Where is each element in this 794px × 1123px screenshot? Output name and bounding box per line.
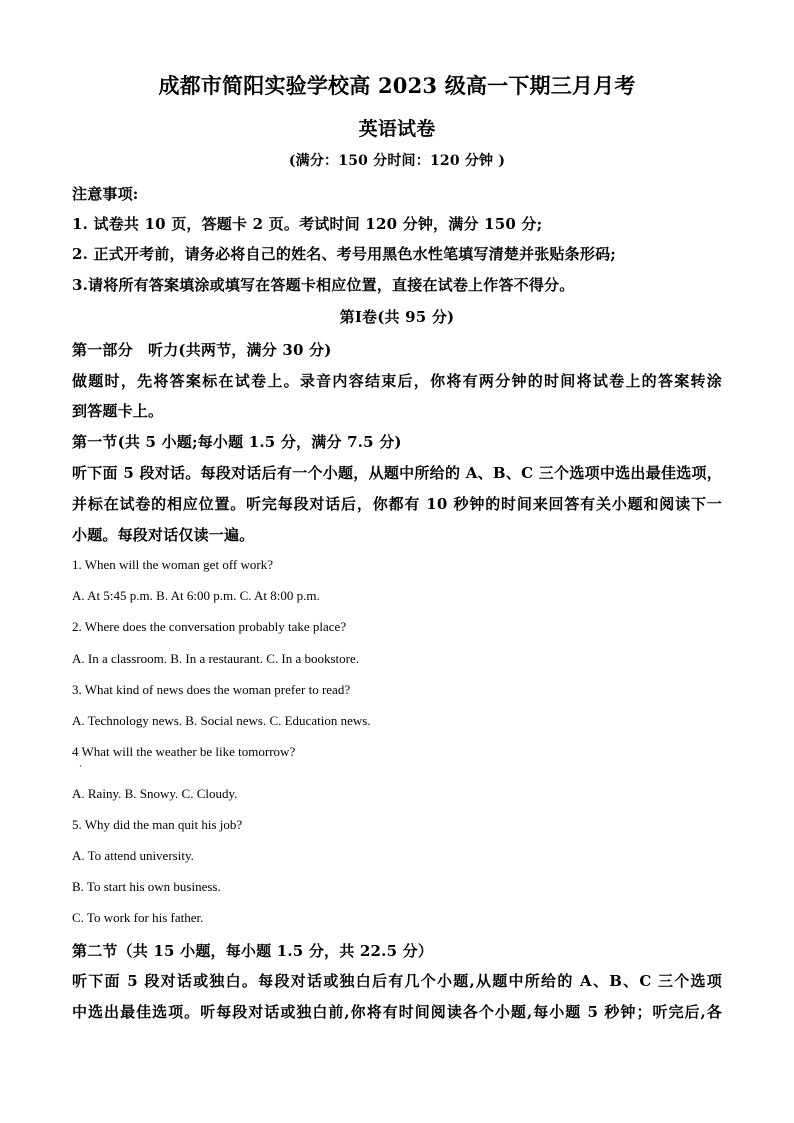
notes-heading: 注意事项: [72, 185, 139, 203]
section2-instruction-line: 听下面 5 段对话或独白。每段对话或独白后有几个小题,从题中所给的 A、B、C 三个选项 [72, 972, 722, 990]
exam-subtitle: 英语试卷 [358, 118, 436, 140]
section2-instruction-line: 中选出最佳选项。听每段对话或独白前,你将有时间阅读各个小题,每小题 5 秒钟；听完后,各 [72, 1003, 722, 1021]
question-options: A. Technology news. B. Social news. C. Education news. [72, 713, 371, 728]
notes-item: 3.请将所有答案填涂或填写在答题卡相应位置，直接在试卷上作答不得分。 [72, 276, 575, 294]
part1-instruction-line: 做题时，先将答案标在试卷上。录音内容结束后，你将有两分钟的时间将试卷上的答案转涂 [72, 372, 722, 390]
question-option: B. To start his own business. [72, 879, 221, 894]
question-text: 3. What kind of news does the woman prefer to read? [72, 682, 351, 697]
exam-title: 成都市简阳实验学校高 2023 级高一下期三月月考 [158, 73, 636, 98]
section1-instruction-line: 小题。每段对话仅读一遍。 [72, 526, 255, 544]
volume-title: 第Ⅰ卷(共 95 分) [339, 308, 455, 326]
question-text: 5. Why did the man quit his job? [72, 817, 243, 832]
stray-dot-mark: · [79, 762, 82, 772]
part1-instruction-line: 到答题卡上。 [72, 402, 164, 420]
question-text: 4 What will the weather be like tomorrow? [72, 744, 296, 759]
part1-heading: 第一部分 听力(共两节，满分 30 分) [72, 341, 332, 359]
notes-item: 2. 正式开考前，请务必将自己的姓名、考号用黑色水性笔填写清楚并张贴条形码; [72, 245, 617, 263]
question-options: A. In a classroom. B. In a restaurant. C. In a bookstore. [72, 651, 360, 666]
question-options: A. Rainy. B. Snowy. C. Cloudy. [72, 786, 238, 801]
question-option: A. To attend university. [72, 848, 194, 863]
notes-item: 1. 试卷共 10 页，答题卡 2 页。考试时间 120 分钟，满分 150 分; [72, 215, 543, 233]
question-text: 1. When will the woman get off work? [72, 557, 273, 572]
section1-heading: 第一节(共 5 小题;每小题 1.5 分，满分 7.5 分) [72, 433, 402, 451]
question-options: A. At 5:45 p.m. B. At 6:00 p.m. C. At 8:00 p.m. [72, 588, 320, 603]
section1-instruction-line: 听下面 5 段对话。每段对话后有一个小题，从题中所给的 A、B、C 三个选项中选出最佳选项， [72, 464, 722, 482]
question-text: 2. Where does the conversation probably take place? [72, 619, 347, 634]
score-info: (满分：150 分时间：120 分钟 ) [288, 153, 506, 169]
question-option: C. To work for his father. [72, 910, 204, 925]
section2-heading: 第二节（共 15 小题，每小题 1.5 分，共 22.5 分） [72, 942, 434, 960]
section1-instruction-line: 并标在试卷的相应位置。听完每段对话后，你都有 10 秒钟的时间来回答有关小题和阅读下一 [72, 495, 722, 513]
